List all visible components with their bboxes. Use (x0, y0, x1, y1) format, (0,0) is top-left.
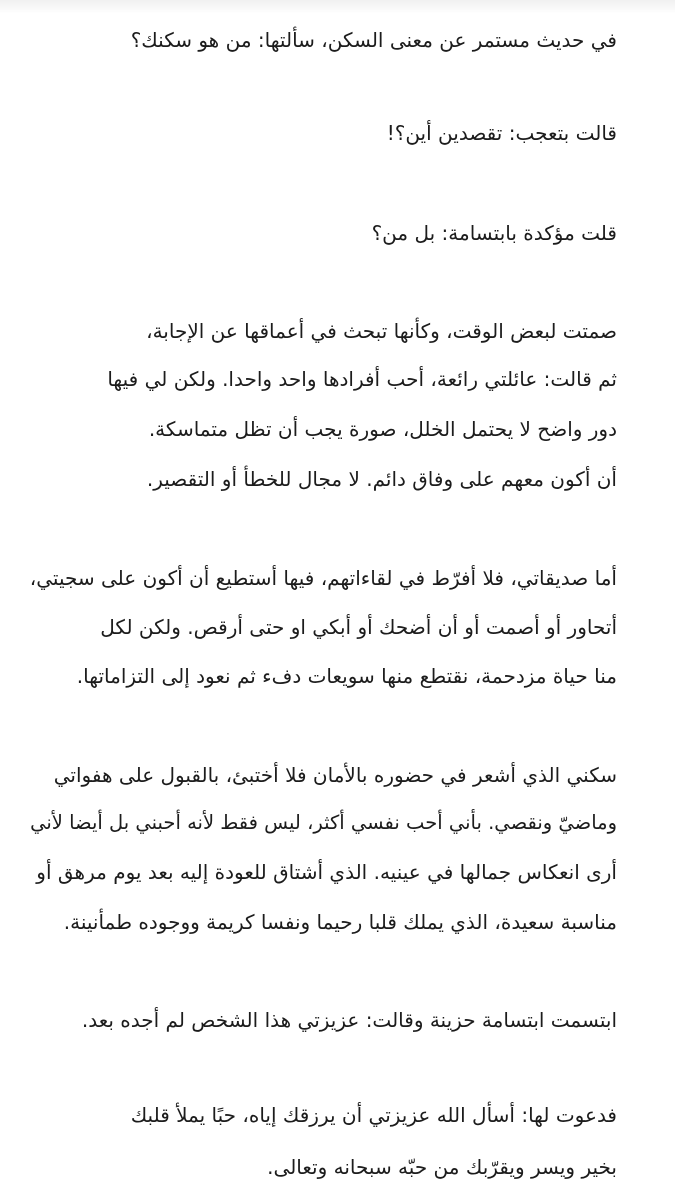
paragraph-6-line-2: وماضيّ ونقصي. بأني أحب نفسي أكثر، ليس فقط لأنه أحبني بل أيضا لأني (30, 811, 617, 834)
paragraph-4-line-2: ثم قالت: عائلتي رائعة، أحب أفرادها واحد واحدا. ولكن لي فيها (107, 367, 617, 391)
paragraph-5-line-3: منا حياة مزدحمة، نقتطع منها سويعات دفء ثم نعود إلى التزاماتها. (76, 664, 617, 688)
paragraph-3-line-1: قلت مؤكدة بابتسامة: بل من؟ (371, 221, 617, 245)
paragraph-4-line-3: دور واضح لا يحتمل الخلل، صورة يجب أن تظل متماسكة. (148, 417, 617, 441)
paragraph-1-line-1: في حديث مستمر عن معنى السكن، سألتها: من هو سكنك؟ (130, 28, 617, 52)
paragraph-6-line-3: أرى انعكاس جمالها في عينيه. الذي أشتاق للعودة إليه بعد يوم مرهق أو (36, 860, 617, 884)
paragraph-2-line-1: قالت بتعجب: تقصدين أين؟! (386, 121, 617, 145)
paragraph-8-line-1: فدعوت لها: أسأل الله عزيزتي أن يرزقك إياه، حبًا يملأ قلبك (130, 1103, 617, 1127)
paragraph-5-line-2: أتحاور أو أصمت أو أن أضحك أو أبكي او حتى أرقص. ولكن لكل (100, 615, 617, 639)
paragraph-4-line-4: أن أكون معهم على وفاق دائم. لا مجال للخطأ أو التقصير. (146, 467, 617, 491)
paragraph-8-line-2: بخير ويسر ويقرّبك من حبّه سبحانه وتعالى. (267, 1155, 617, 1179)
paragraph-5-line-1: أما صديقاتي، فلا أفرّط في لقاءاتهم، فيها أستطيع أن أكون على سجيتي، (29, 566, 617, 590)
paragraph-6-line-1: سكني الذي أشعر في حضوره بالأمان فلا أختبئ، بالقبول على هفواتي (53, 763, 617, 787)
paragraph-7-line-1: ابتسمت ابتسامة حزينة وقالت: عزيزتي هذا الشخص لم أجده بعد. (81, 1008, 617, 1032)
paragraph-6-line-4: مناسبة سعيدة، الذي يملك قلبا رحيما ونفسا كريمة ووجوده طمأنينة. (63, 910, 617, 934)
paragraph-4-line-1: صمتت لبعض الوقت، وكأنها تبحث في أعماقها عن الإجابة، (146, 319, 617, 343)
